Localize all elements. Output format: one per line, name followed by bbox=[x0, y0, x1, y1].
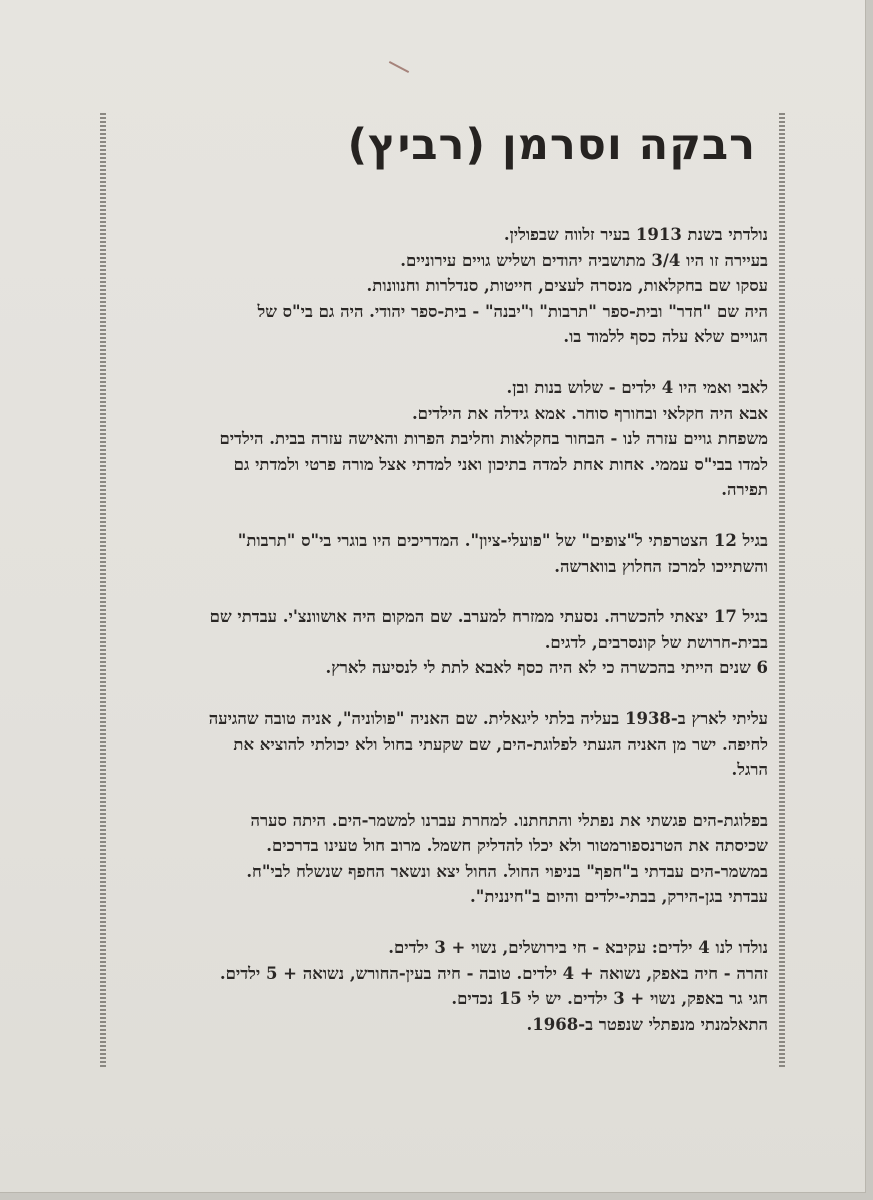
paragraph-family bbox=[118, 375, 768, 503]
text-line: עבדתי בגן-הירק, בבתי-ילדים והיום ב"חיננית". bbox=[470, 887, 768, 907]
text-line: במשמר-הים עבדתי ב"חפף" בניפוי החול. החול יצא ונשאר החפף שנשלח לבי"ח. bbox=[246, 861, 768, 881]
paragraph-youth bbox=[118, 528, 768, 579]
text-line: זהרה - חיה באפק, נשואה + 4 ילדים. טובה - חיה בעין-החורש, נשואה + 5 ילדים. bbox=[219, 963, 768, 983]
text-line: בפלוגת-הים פגשתי את נפתלי והתחתנו. למחרת עברנו למשמר-הים. היתה סערה bbox=[250, 810, 768, 830]
text-line: לחיפה. ישר מן האניה הגעתי לפלוגת-הים, שם שקעתי בחול ולא יכולתי להוציא את bbox=[233, 734, 768, 754]
text-line: הרגל. bbox=[731, 760, 768, 780]
text-line: בגיל 17 יצאתי להכשרה. נסעתי ממזרח למערב. שם המקום היה אושוונצ'י. עבדתי שם bbox=[209, 607, 768, 627]
text-line: בבית-חרושת של קונסרבים, לדגים. bbox=[544, 632, 768, 652]
text-line: חגי גר באפק, נשוי + 3 ילדים. יש לי 15 נכדים. bbox=[451, 989, 768, 1009]
text-line: בעיירה זו היו 3/4 מתושביה יהודים ושליש גויים עירוניים. bbox=[400, 250, 768, 270]
paragraph-aliyah bbox=[118, 706, 768, 783]
paragraph-training bbox=[118, 604, 768, 681]
text-line: למדו בבי"ס עממי. אחות אחת למדה בתיכון ואני למדתי אצל מורה פרטי ולמדתי גם bbox=[233, 454, 768, 474]
decorative-border-right bbox=[779, 113, 785, 1068]
paragraph-children bbox=[118, 935, 768, 1037]
text-line: אבא היה חקלאי ובחורף סוחר. אמא גידלה את הילדים. bbox=[411, 403, 768, 423]
text-line: משפחת גויים עזרה לנו - הבחור בחקלאות וחליבת הפרות והאישה עזרה בבית. הילדים bbox=[219, 429, 768, 449]
text-line: בגיל 12 הצטרפתי ל"צופים" של "פועלי-ציון". המדריכים היו בוגרי בי"ס "תרבות" bbox=[237, 530, 768, 550]
ink-mark bbox=[389, 61, 409, 73]
body-text bbox=[118, 222, 768, 1062]
paragraph-marriage bbox=[118, 808, 768, 910]
text-line: והשתייכו למרכז החלוץ בווארשה. bbox=[554, 556, 768, 576]
text-line: 6 שנים הייתי בהכשרה כי לא היה כסף לאבא לתת לי לנסיעה לארץ. bbox=[325, 658, 768, 678]
text-line: תפירה. bbox=[721, 480, 768, 500]
text-line: התאלמנתי מנפתלי שנפטר ב-1968. bbox=[526, 1014, 768, 1034]
text-line: נולדו לנו 4 ילדים: עקיבא - חי בירושלים, נשוי + 3 ילדים. bbox=[388, 938, 768, 958]
text-line: שכיסתה את הטרנספורמטור ולא יכלו להדליק חשמל. מרוב חול טעינו בדרכים. bbox=[266, 836, 768, 856]
decorative-border-left bbox=[100, 113, 106, 1068]
page-title: רבקה וסרמן (רביץ) bbox=[347, 120, 756, 170]
paragraph-birth bbox=[118, 222, 768, 350]
text-line: נולדתי בשנת 1913 בעיר זלווה שבפולין. bbox=[503, 225, 768, 244]
text-line: עסקו שם בחקלאות, מנסרה לעצים, חייטות, סנדלרות וחנוונות. bbox=[366, 276, 768, 296]
text-line: הגויים שלא עלה כסף ללמוד בו. bbox=[563, 327, 768, 347]
text-line: עליתי לארץ ב-1938 בעליה בלתי ליגאלית. שם האניה "פולוניה", אניה טובה שהגיעה bbox=[208, 708, 768, 728]
text-line: לאבי ואמי היו 4 ילדים - שלוש בנות ובן. bbox=[506, 377, 768, 397]
text-line: היה שם "חדר" ובית-ספר "תרבות" ו"יבנה" - בית-ספר יהודי. היה גם בי"ס של bbox=[257, 301, 768, 321]
